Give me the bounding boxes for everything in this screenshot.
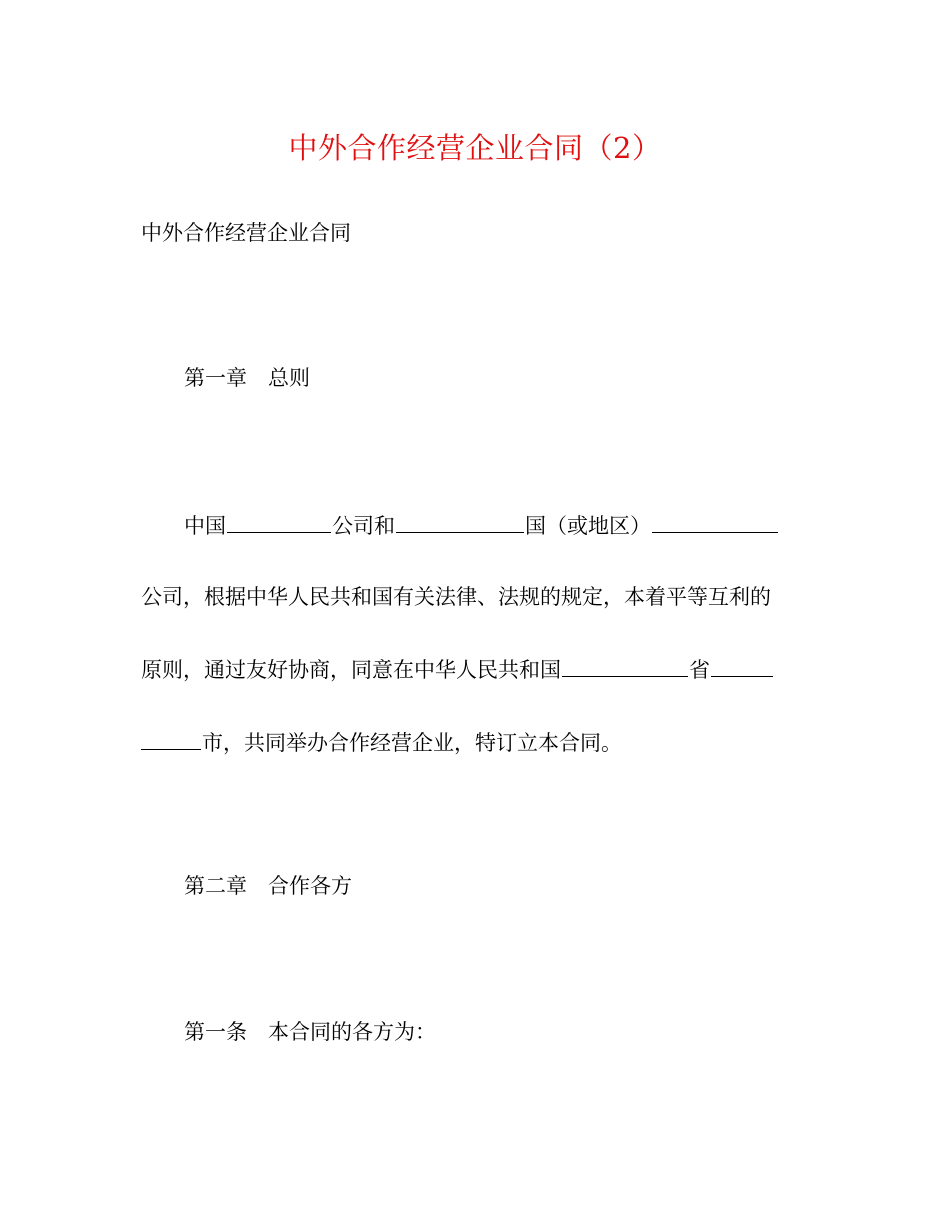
- fill-blank: [227, 510, 331, 533]
- chapter-1-heading: 第一章 总则: [184, 366, 310, 390]
- fill-blank: [141, 727, 201, 750]
- document-subtitle: 中外合作经营企业合同: [141, 221, 351, 245]
- article-1: 第一条 本合同的各方为：: [184, 1020, 436, 1044]
- fill-blank: [711, 654, 773, 677]
- paragraph-1-line-4: [141, 727, 811, 758]
- fill-blank: [652, 510, 778, 533]
- fill-blank: [396, 510, 524, 533]
- paragraph-1-line-2: 公司，根据中华人民共和国有关法律、法规的规定，本着平等互利的: [141, 585, 771, 609]
- paragraph-1-line-3: [141, 654, 811, 685]
- text-segment: 省: [689, 658, 710, 682]
- document-title: 中外合作经营企业合同（2）: [288, 131, 662, 165]
- text-segment: 市，共同举办合作经营企业，特订立本合同。: [202, 731, 622, 755]
- text-segment: 中国: [184, 514, 226, 538]
- text-segment: 原则，通过友好协商，同意在中华人民共和国: [141, 658, 561, 682]
- fill-blank: [562, 654, 688, 677]
- chapter-2-heading: 第二章 合作各方: [184, 874, 352, 898]
- paragraph-1-line-1: [184, 510, 854, 541]
- text-segment: 公司和: [332, 514, 395, 538]
- text-segment: 国（或地区）: [525, 514, 651, 538]
